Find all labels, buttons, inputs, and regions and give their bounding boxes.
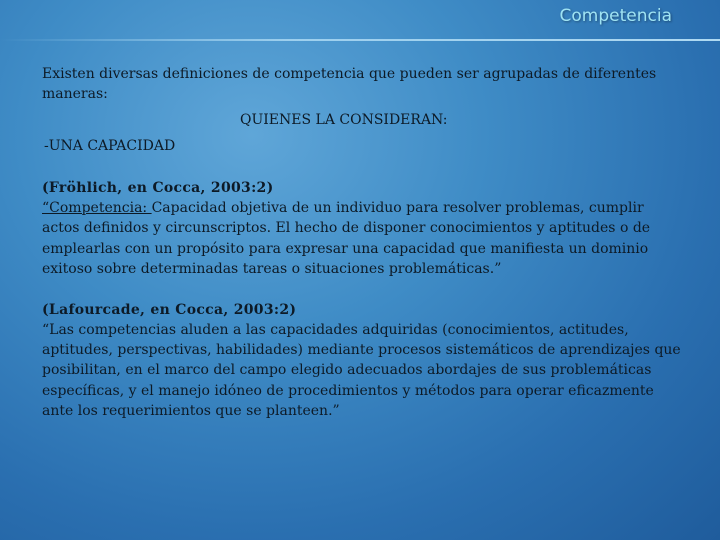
- quote-body: Capacidad objetiva de un individuo para resolver problemas, cumplir actos definidos y circunscriptos. El hecho de disponer conocimientos y aptitudes o de emplearlas con un propósito para expresar una capacidad que manifiesta un dominio exitoso sobre determinadas tareas o situaciones problemáticas.”: [42, 200, 651, 278]
- category-label: -UNA CAPACIDAD: [44, 138, 176, 154]
- title-divider: [0, 39, 720, 41]
- slide-body: [42, 64, 682, 422]
- citation-lafourcade: (Lafourcade, en Cocca, 2003:2): [42, 301, 297, 318]
- quote-frohlich: [42, 198, 682, 280]
- section-heading: QUIENES LA CONSIDERAN:: [240, 112, 448, 128]
- slide-title: Competencia: [559, 6, 672, 26]
- citation-frohlich: (Fröhlich, en Cocca, 2003:2): [42, 180, 274, 196]
- intro-text: Existen diversas definiciones de competencia que pueden ser agrupadas de diferentes maneras:: [42, 66, 657, 102]
- quote-lafourcade: “Las competencias aluden a las capacidades adquiridas (conocimientos, actitudes, aptitudes, perspectivas, habilidades) mediante procesos sistemáticos de aprendizajes que posibilitan, en el marco del campo elegido adecuados abordajes de sus problemáticas específicas, y el manejo idóneo de procedimientos y métodos para operar eficazmente ante los requerimientos que se planteen.”: [42, 321, 681, 420]
- quote-term: “Competencia:: [42, 200, 152, 216]
